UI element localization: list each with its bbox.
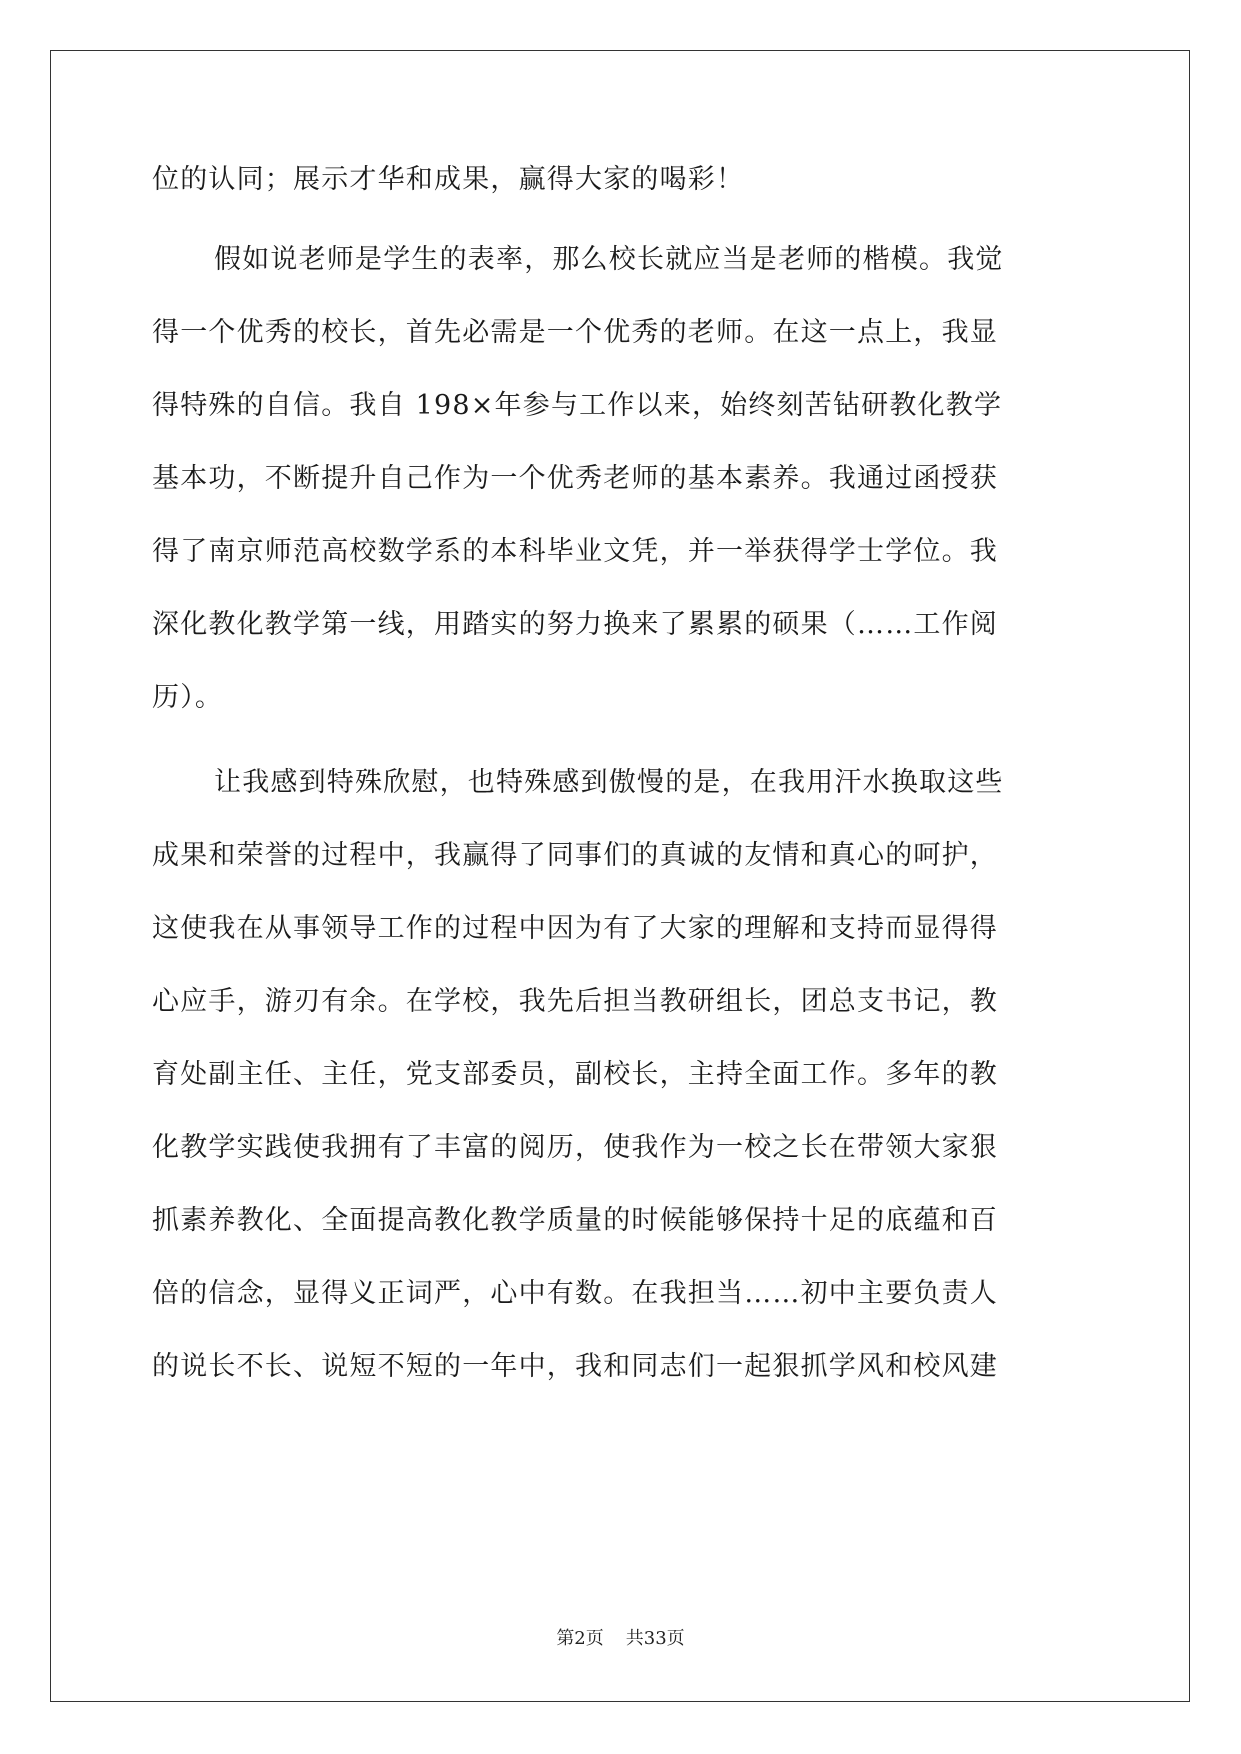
page-number-total: 共33页 <box>625 1628 685 1649</box>
text-line: 得特殊的自信。我自 198×年参与工作以来，始终刻苦钻研教化教学 <box>152 390 1003 421</box>
page-border <box>50 50 1190 1702</box>
text-line: 倍的信念，显得义正词严，心中有数。在我担当……初中主要负责人 <box>152 1278 998 1309</box>
text-line: 历）。 <box>152 682 224 713</box>
text-line: 抓素养教化、全面提高教化教学质量的时候能够保持十足的底蕴和百 <box>152 1205 998 1236</box>
text-line: 基本功，不断提升自己作为一个优秀老师的基本素养。我通过函授获 <box>152 463 998 494</box>
paragraph-start-line: 假如说老师是学生的表率，那么校长就应当是老师的楷模。我觉 <box>214 244 1004 275</box>
text-line: 的说长不长、说短不短的一年中，我和同志们一起狠抓学风和校风建 <box>152 1351 998 1382</box>
text-line: 位的认同；展示才华和成果，赢得大家的喝彩！ <box>152 164 745 195</box>
text-line: 化教学实践使我拥有了丰富的阅历，使我作为一校之长在带领大家狠 <box>152 1132 998 1163</box>
text-line: 得了南京师范高校数学系的本科毕业文凭，并一举获得学士学位。我 <box>152 536 998 567</box>
text-line: 得一个优秀的校长，首先必需是一个优秀的老师。在这一点上，我显 <box>152 317 998 348</box>
paragraph-start-line: 让我感到特殊欣慰，也特殊感到傲慢的是，在我用汗水换取这些 <box>214 767 1004 798</box>
text-line: 育处副主任、主任，党支部委员，副校长，主持全面工作。多年的教 <box>152 1059 998 1090</box>
text-line: 心应手，游刃有余。在学校，我先后担当教研组长，团总支书记，教 <box>152 986 998 1017</box>
text-line: 这使我在从事领导工作的过程中因为有了大家的理解和支持而显得得 <box>152 913 998 944</box>
text-line: 成果和荣誉的过程中，我赢得了同事们的真诚的友情和真心的呵护， <box>152 840 998 871</box>
page-number-current: 第2页 <box>556 1628 604 1649</box>
page-footer <box>0 1627 1241 1651</box>
text-line: 深化教化教学第一线，用踏实的努力换来了累累的硕果（……工作阅 <box>152 609 998 640</box>
